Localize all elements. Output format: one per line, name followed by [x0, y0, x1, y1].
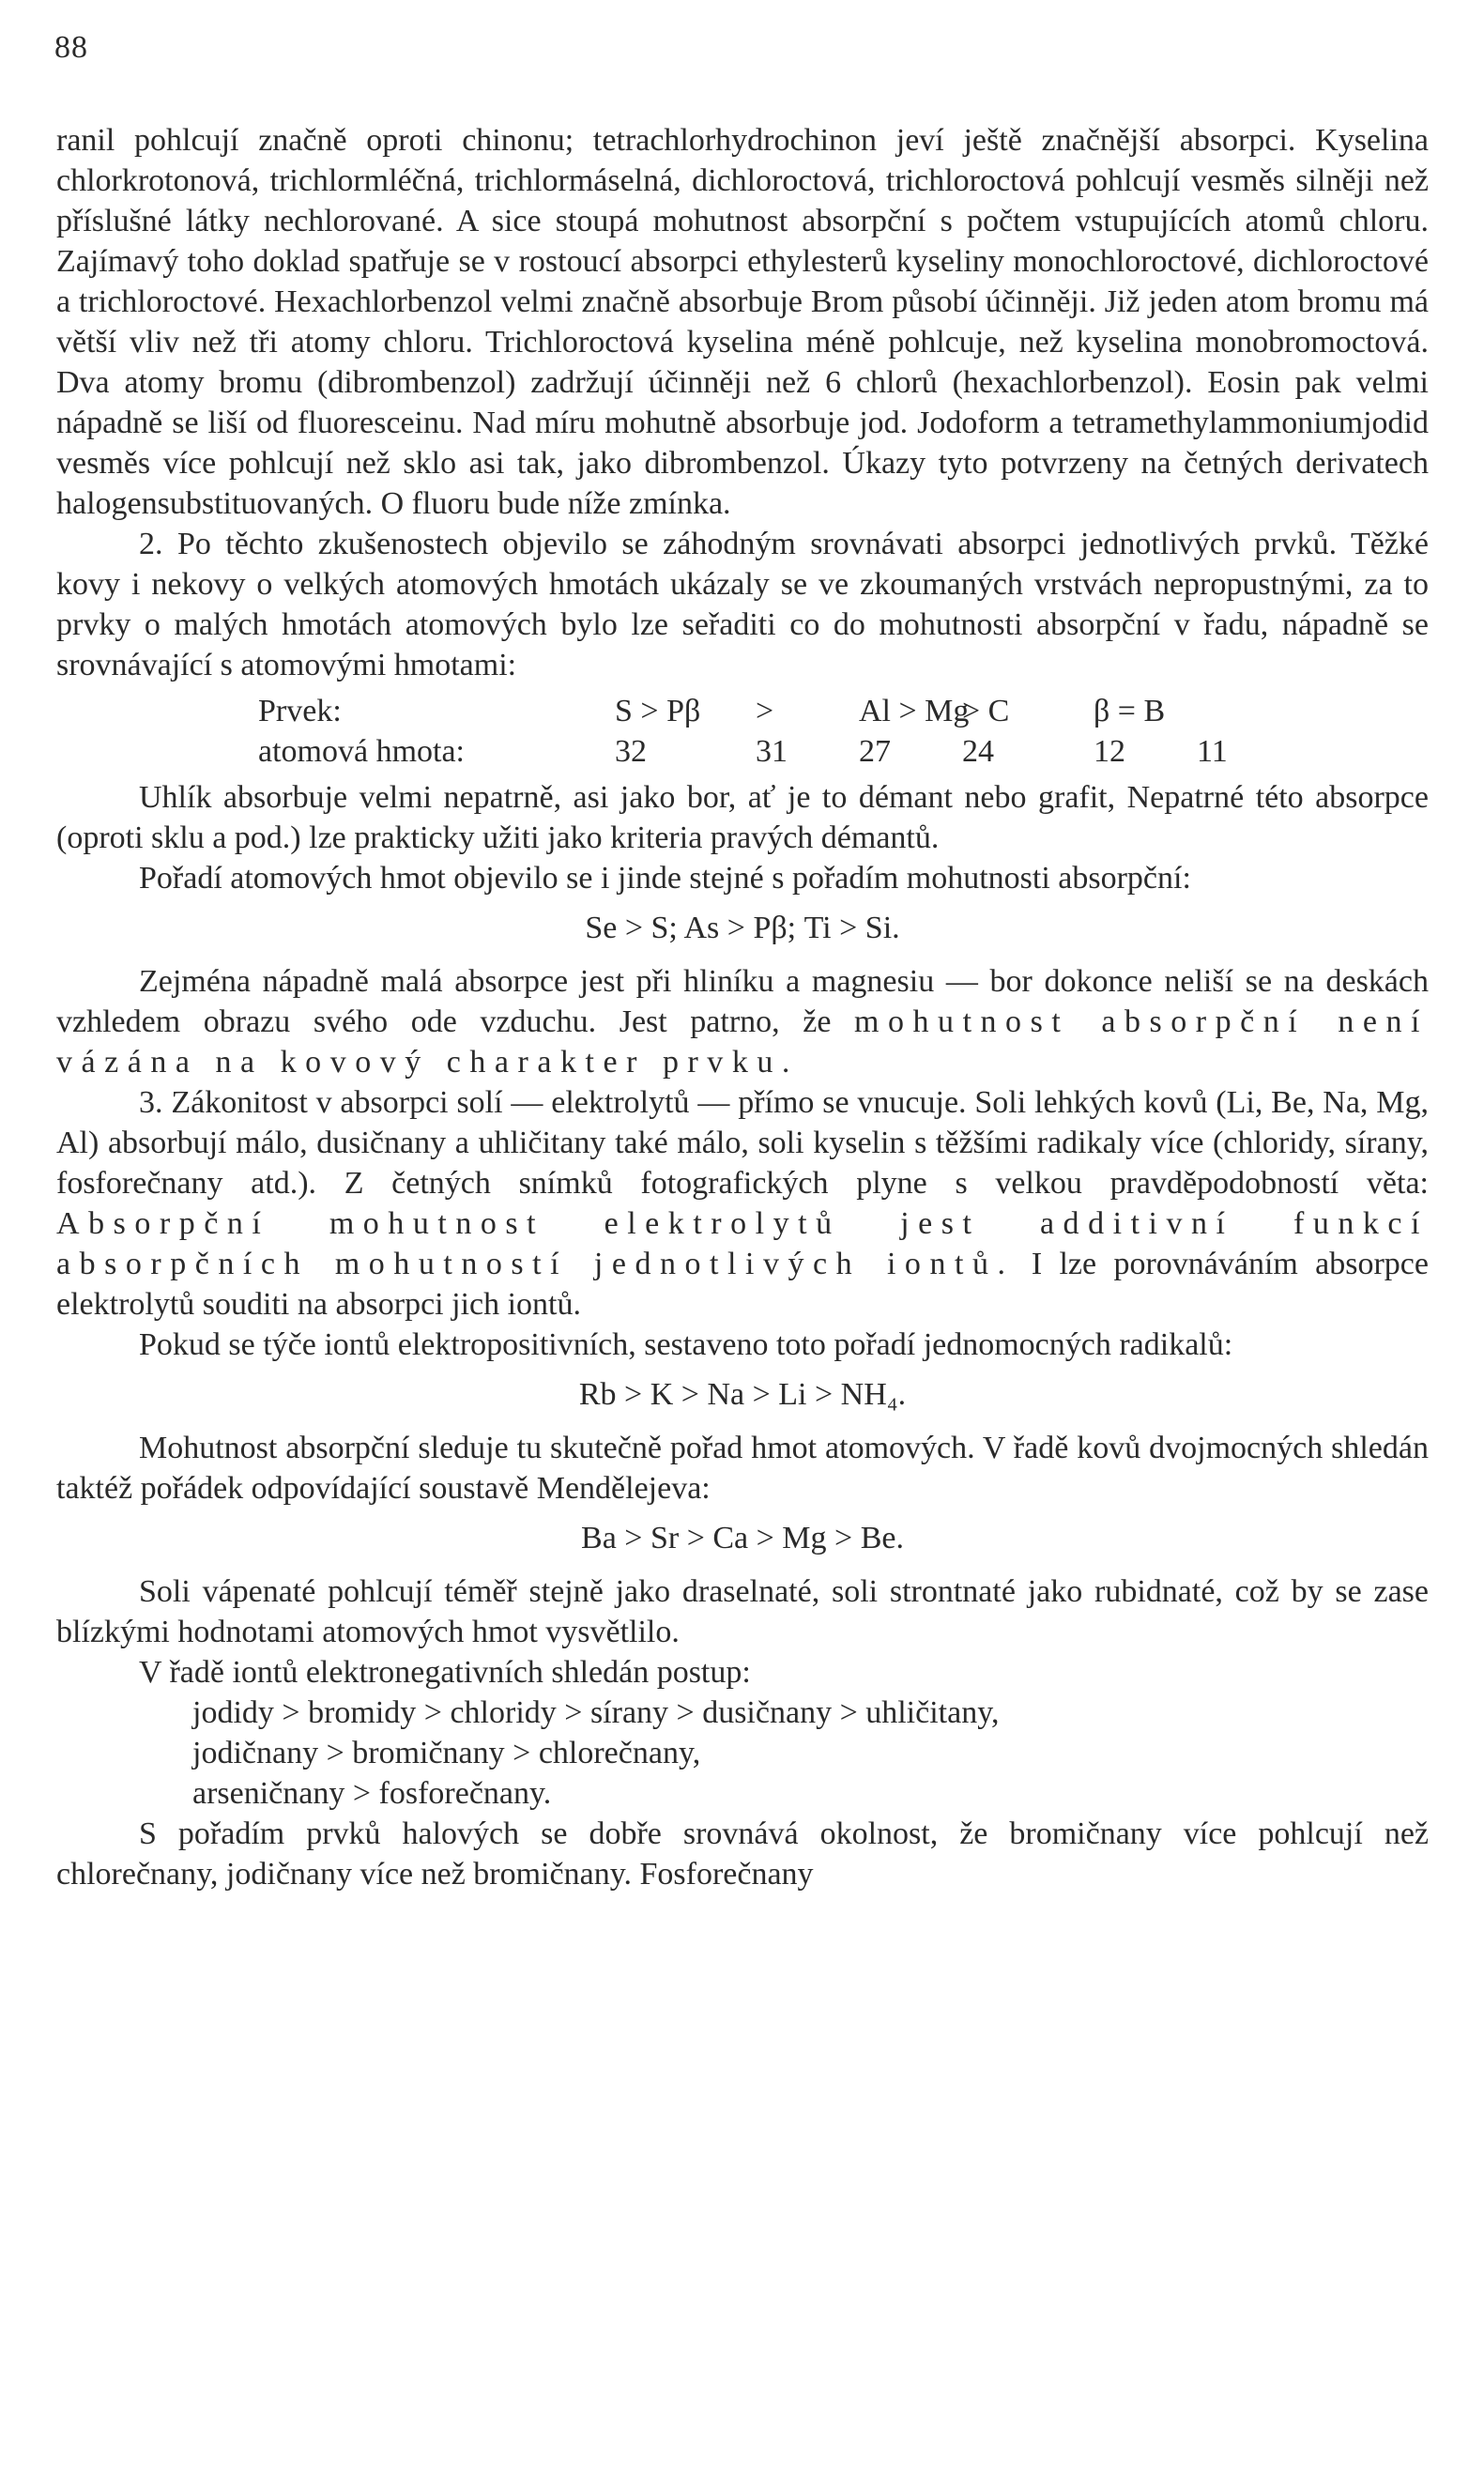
formula-2: Rb > K > Na > Li > NH₄. [578, 1377, 907, 1412]
paragraph-5-text: Zejména nápadně malá absorpce jest při hliníku a magnesiu — bor dokonce neliší se na deskách vzhledem obrazu svého ode vzduchu. Jest patrno, že [56, 964, 1429, 1039]
table-label-element: Prvek: [258, 694, 342, 728]
paragraph-11: S pořadím prvků halových se dobře srovnává okolnost, že bromičnany více pohlcují než chlorečnany, jodičnany více než bromičnany. Fosforečnany [56, 1816, 1429, 1892]
table-cell: β = B [1094, 694, 1166, 728]
paragraph-6 [56, 1082, 1429, 1325]
anion-series-line: jodidy > bromidy > chloridy > sírany > dusičnany > uhličitany, [192, 1695, 1000, 1730]
table-cell: Al > Mg [859, 694, 970, 728]
table-cell: 31 [756, 734, 788, 769]
table-label-atomic-mass: atomová hmota: [258, 734, 466, 769]
paragraph-3: Uhlík absorbuje velmi nepatrně, asi jako bor, ať je to démant nebo grafit, Nepatrné této absorpce (oproti sklu a pod.) lze prakticky užiti jako kriteria pravých démantů. [56, 780, 1429, 855]
paragraph-4: Pořadí atomových hmot objevilo se i jinde stejné s pořadím mohutnosti absorpční: [139, 861, 1191, 896]
table-cell: 32 [615, 734, 647, 769]
page-text [56, 120, 1429, 1894]
anion-series-line: jodičnany > bromičnany > chlorečnany, [192, 1736, 701, 1770]
paragraph-1: ranil pohlcují značně oproti chinonu; tetrachlorhydrochinon jeví ještě značnější absorpci. Kyselina chlorkrotonová, trichlormléčná, trichlormáselná, dichloroctová, trichloroctová pohlcují vesměs silněji než příslušné látky nechlorované. A sice stoupá mohutnost absorpční s počtem vstupujících atomů chloru. Zajímavý toho doklad spatřuje se v rostoucí absorpci ethylesterů kyseliny monochloroctové, dichloroctové a trichloroctové. Hexachlorbenzol velmi značně absorbuje Brom působí účinněji. Již jeden atom bromu má větší vliv než tři atomy chloru. Trichloroctová kyselina méně pohlcuje, než kyselina monobromoctová. Dva atomy bromu (dibrombenzol) zadržují účinněji než 6 chlorů (hexachlorbenzol). Eosin pak velmi nápadně se liší od fluoresceinu. Nad míru mohutně absorbuje jod. Jodoform a tetramethylammoniumjodid vesměs více pohlcují než sklo asi tak, jako dibrombenzol. Úkazy tyto potvrzeny na četných derivatech halogensubstituovaných. O fluoru bude níže zmínka. [56, 123, 1429, 521]
page-number: 88 [54, 30, 88, 65]
formula-1: Se > S; As > Pβ; Ti > Si. [585, 911, 900, 945]
table-cell: 11 [1197, 734, 1228, 769]
paragraph-6-text: 3. Zákonitost v absorpci solí — elektrolytů — přímo se vnucuje. Soli lehkých kovů (Li, Be, Na, Mg, Al) absorbují málo, dusičnany a uhličitany také málo, soli kyselin s těžšími radikaly více (chloridy, sírany, fosforečnany atd.). Z četných snímků fotografických plyne s velkou pravděpodobností věta: [56, 1085, 1429, 1201]
table-cell: > C [962, 694, 1010, 728]
emphasized-law: Absorpční mohutnost elektrolytů jest additivní funkcí absorpčních mohutností jednotlivých iontů. [56, 1206, 1429, 1281]
paragraph-10: V řadě iontů elektronegativních shledán postup: [139, 1655, 751, 1690]
table-cell [1197, 691, 1272, 731]
paragraph-9: Soli vápenaté pohlcují téměř stejně jako draselnaté, soli strontnaté jako rubidnaté, což by se zase blízkými hodnotami atomových hmot vysvětlilo. [56, 1574, 1429, 1649]
table-cell: 27 [859, 734, 891, 769]
table-cell: > [756, 694, 774, 728]
paragraph-2: 2. Po těchto zkušenostech objevilo se záhodným srovnávati absorpci jednotlivých prvků. Těžké kovy i nekovy o velkých atomových hmotách ukázaly se ve zkoumaných vrstvách nepropustnými, za to prvky o malých hmotách atomových bylo lze seřaditi co do mohutnosti absorpční v řadu, nápadně se srovnávající s atomovými hmotami: [56, 527, 1429, 682]
paragraph-7: Pokud se týče iontů elektropositivních, sestaveno toto pořadí jednomocných radikalů: [139, 1327, 1233, 1362]
table-cell: 12 [1094, 734, 1125, 769]
table-cell: S > Pβ [615, 694, 701, 728]
emphasized-statement: mohutnost absorpční není vázána na kovový charakter prvku. [56, 1004, 1429, 1080]
table-cell: 24 [962, 734, 994, 769]
paragraph-8: Mohutnost absorpční sleduje tu skutečně pořad hmot atomových. V řadě kovů dvojmocných shledán taktéž pořádek odpovídající soustavě Mendělejeva: [56, 1431, 1429, 1506]
paragraph-5 [56, 961, 1429, 1082]
anion-series-line: arseničnany > fosforečnany. [192, 1776, 552, 1811]
formula-3: Ba > Sr > Ca > Mg > Be. [581, 1521, 904, 1555]
element-table [258, 691, 1429, 772]
paragraph-6-tail: I lze porovnáváním absorpce elektrolytů souditi na absorpci jich iontů. [56, 1247, 1429, 1322]
anion-series [56, 1693, 1429, 1814]
